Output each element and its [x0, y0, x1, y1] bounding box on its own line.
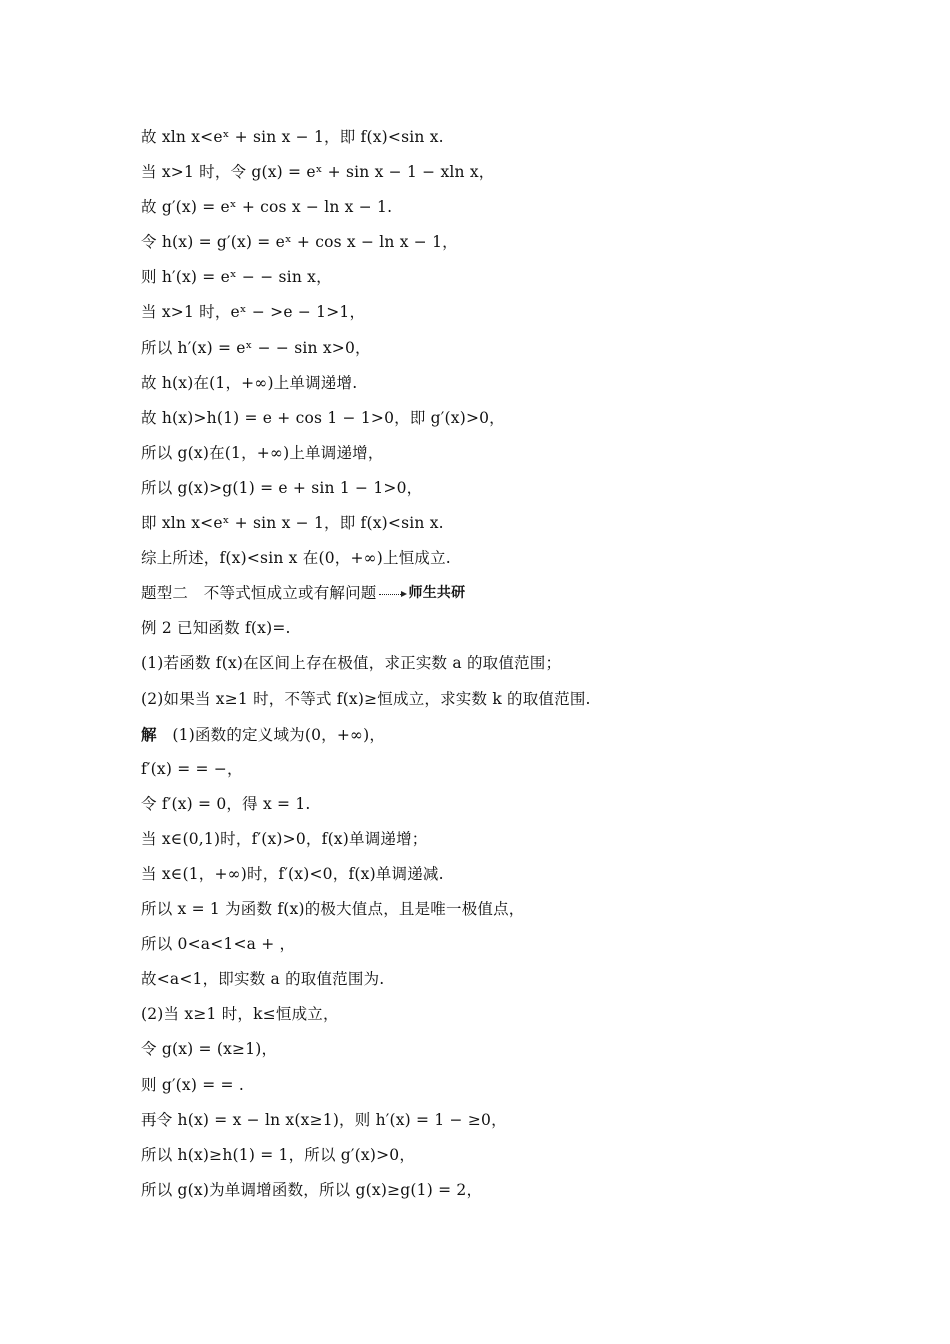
solution-line: f′(x) = = −， [141, 759, 243, 778]
section-heading [141, 576, 841, 611]
proof-line: 故 h(x)在(1，+∞)上单调递增. [141, 373, 358, 392]
solution-line: 所以 g(x)为单调增函数，所以 g(x)≥g(1) = 2， [141, 1180, 483, 1199]
section-tag [379, 576, 466, 611]
solution-line: 所以 0<a<1<a + ， [141, 935, 296, 954]
section-tag-label: 师生共研 [408, 585, 466, 602]
solution-line: 当 x∈(0,1)时，f′(x)>0，f(x)单调递增； [141, 829, 428, 848]
proof-line: 即 xln x<eˣ + sin x − 1，即 f(x)<sin x. [141, 514, 444, 533]
proof-line: 故 xln x<eˣ + sin x − 1，即 f(x)<sin x. [141, 128, 444, 146]
proof-line: 所以 g(x)>g(1) = e + sin 1 − 1>0， [141, 478, 423, 497]
proof-line: 所以 g(x)在(1，+∞)上单调递增， [141, 443, 384, 462]
solution-line: 则 g′(x) = = . [141, 1075, 244, 1094]
solution-line: 令 f′(x) = 0，得 x = 1. [141, 794, 311, 813]
proof-line: 所以 h′(x) = eˣ − − sin x>0， [141, 338, 371, 357]
solution-line: (2)当 x≥1 时，k≤恒成立， [141, 1005, 339, 1024]
document-page [141, 120, 841, 1208]
example-title: 例 2 已知函数 f(x)=. [141, 619, 291, 638]
solution-line: 故<a<1，即实数 a 的取值范围为. [141, 970, 385, 989]
proof-line: 故 h(x)>h(1) = e + cos 1 − 1>0，即 g′(x)>0， [141, 408, 505, 427]
solution-first-line: (1)函数的定义域为(0，+∞)， [172, 725, 386, 744]
section-title: 题型二 不等式恒成立或有解问题 [141, 584, 377, 603]
proof-line: 综上所述，f(x)<sin x 在(0，+∞)上恒成立. [141, 549, 451, 568]
proof-line: 当 x>1 时，eˣ − >e − 1>1， [141, 303, 366, 322]
solution-start [141, 717, 841, 752]
solution-label: 解 [141, 724, 157, 744]
example-question-2: (2)如果当 x≥1 时，不等式 f(x)≥恒成立，求实数 k 的取值范围. [141, 689, 591, 708]
solution-line: 当 x∈(1，+∞)时，f′(x)<0，f(x)单调递减. [141, 864, 444, 883]
solution-line: 所以 x = 1 为函数 f(x)的极大值点，且是唯一极值点， [141, 900, 525, 919]
proof-line: 当 x>1 时，令 g(x) = eˣ + sin x − 1 − xln x， [141, 163, 495, 182]
proof-line: 故 g′(x) = eˣ + cos x − ln x − 1. [141, 198, 393, 217]
solution-line: 令 g(x) = (x≥1)， [141, 1040, 278, 1059]
example-question-1: (1)若函数 f(x)在区间上存在极值，求正实数 a 的取值范围； [141, 654, 562, 673]
proof-line: 令 h(x) = g′(x) = eˣ + cos x − ln x − 1， [141, 233, 458, 252]
proof-line: 则 h′(x) = eˣ − − sin x， [141, 268, 332, 287]
solution-line: 再令 h(x) = x − ln x(x≥1)，则 h′(x) = 1 − ≥0， [141, 1110, 507, 1129]
arrow-icon [379, 589, 407, 599]
solution-line: 所以 h(x)≥h(1) = 1，所以 g′(x)>0， [141, 1145, 416, 1164]
